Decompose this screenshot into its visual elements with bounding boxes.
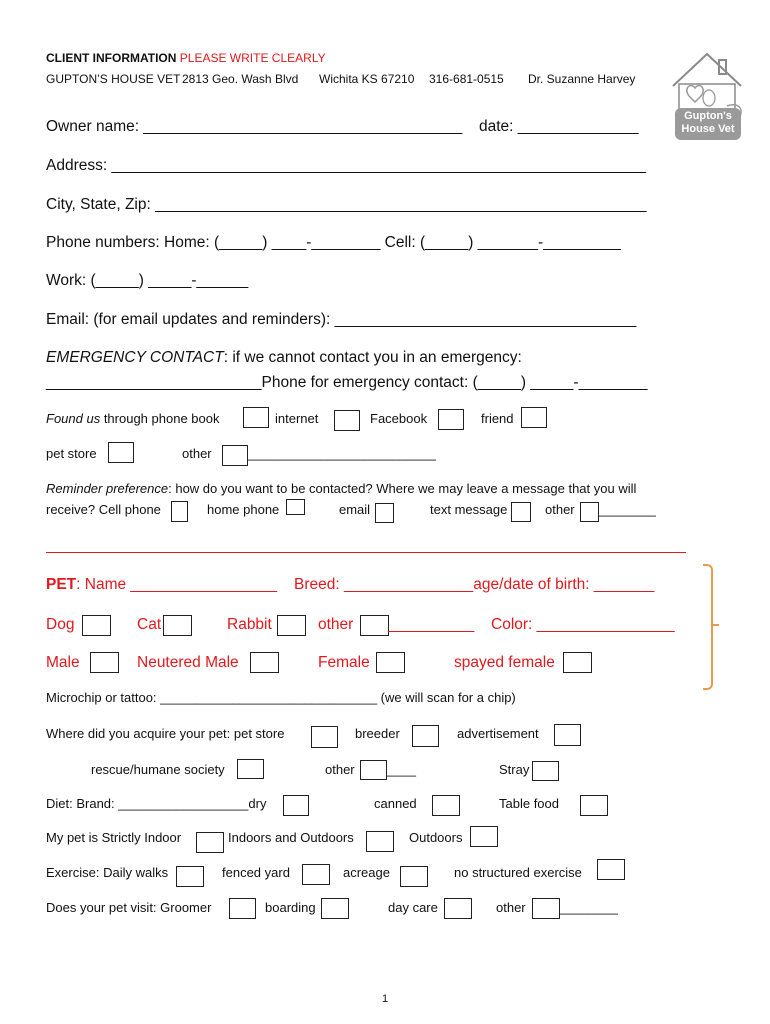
color-field[interactable]: Color: ________________ xyxy=(491,616,675,633)
date-field[interactable]: date: ______________ xyxy=(479,118,639,135)
pet-name-line: : Name _________________ xyxy=(76,576,277,593)
clinic-phone: 316-681-0515 xyxy=(429,72,504,86)
breeder-label: breeder xyxy=(355,726,400,741)
email-field[interactable]: Email: (for email updates and reminders): ___________________________________ xyxy=(46,311,637,328)
advertisement-checkbox[interactable] xyxy=(554,724,581,746)
reminder-question xyxy=(46,481,636,496)
acquire-other-line[interactable]: ____ xyxy=(387,762,416,777)
reminder-other-line[interactable]: ________ xyxy=(598,502,656,517)
page-number: 1 xyxy=(381,993,389,1005)
groomer-checkbox[interactable] xyxy=(229,898,256,919)
clinic-name: GUPTON’S HOUSE VET xyxy=(46,72,181,86)
phone-book-label: through phone book xyxy=(100,411,220,426)
cell-phone-checkbox[interactable] xyxy=(171,501,188,522)
phone-book-checkbox[interactable] xyxy=(243,407,269,428)
friend-checkbox[interactable] xyxy=(521,407,547,428)
female-label: Female xyxy=(318,654,370,671)
owner-name-field[interactable]: Owner name: _____________________________________ xyxy=(46,118,463,135)
email-pref-label: email xyxy=(339,502,371,517)
male-label: Male xyxy=(46,654,80,671)
neutered-male-checkbox[interactable] xyxy=(250,652,279,673)
canned-checkbox[interactable] xyxy=(432,795,460,816)
cat-checkbox[interactable] xyxy=(163,615,192,636)
neutered-male-label: Neutered Male xyxy=(137,654,239,671)
pet-label: PET xyxy=(46,576,77,593)
internet-checkbox[interactable] xyxy=(334,410,360,431)
fenced-yard-label: fenced yard xyxy=(222,865,290,880)
male-checkbox[interactable] xyxy=(90,652,119,673)
reminder-other-checkbox[interactable] xyxy=(580,502,599,522)
outdoors-checkbox[interactable] xyxy=(470,826,498,847)
email-pref-checkbox[interactable] xyxy=(375,503,394,523)
breeder-checkbox[interactable] xyxy=(412,725,439,747)
city-state-zip-field[interactable]: City, State, Zip: _________________________________________________________ xyxy=(46,196,647,213)
breed-age-field[interactable]: Breed: _______________age/date of birth: _______ xyxy=(294,576,655,593)
phone-numbers-field[interactable]: Phone numbers: Home: (_____) ____-________ Cell: (_____) _______-_________ xyxy=(46,234,621,251)
visit-other-checkbox[interactable] xyxy=(532,898,560,919)
rescue-checkbox[interactable] xyxy=(237,759,264,779)
visit-other-label: other xyxy=(496,900,526,915)
pet-store-checkbox[interactable] xyxy=(108,442,134,463)
cell-phone-label: receive? Cell phone xyxy=(46,502,161,517)
spayed-female-label: spayed female xyxy=(454,654,555,671)
text-message-label: text message xyxy=(430,502,508,517)
found-other-checkbox[interactable] xyxy=(222,445,248,466)
daily-walks-checkbox[interactable] xyxy=(176,866,204,887)
microchip-field[interactable]: Microchip or tattoo: ______________________________ (we will scan for a chip) xyxy=(46,690,516,705)
found-us-label xyxy=(46,411,219,426)
acquire-pet-store-label: Where did you acquire your pet: pet store xyxy=(46,726,285,741)
strictly-indoor-label: My pet is Strictly Indoor xyxy=(46,830,182,845)
form-title: CLIENT INFORMATION xyxy=(46,51,177,65)
pet-other-label: other xyxy=(318,616,354,633)
home-phone-label: home phone xyxy=(207,502,280,517)
facebook-label: Facebook xyxy=(370,411,428,426)
cat-label: Cat xyxy=(137,616,162,633)
day-care-checkbox[interactable] xyxy=(444,898,472,919)
no-structured-exercise-checkbox[interactable] xyxy=(597,859,625,880)
pet-other-line[interactable]: __________ xyxy=(388,616,475,633)
advertisement-label: advertisement xyxy=(457,726,539,741)
dry-checkbox[interactable] xyxy=(283,795,309,816)
table-food-label: Table food xyxy=(499,796,559,811)
acreage-checkbox[interactable] xyxy=(400,866,428,887)
home-phone-checkbox[interactable] xyxy=(286,499,305,515)
indoors-outdoors-checkbox[interactable] xyxy=(366,831,394,852)
reminder-other-label: other xyxy=(545,502,575,517)
found-us-italic: Found us xyxy=(46,411,101,426)
rescue-label: rescue/humane society xyxy=(91,762,225,777)
clinic-logo xyxy=(665,46,749,142)
female-checkbox[interactable] xyxy=(376,652,405,673)
strictly-indoor-checkbox[interactable] xyxy=(196,832,224,853)
pet-store-label: pet store xyxy=(46,446,97,461)
clinic-doctor: Dr. Suzanne Harvey xyxy=(528,72,636,86)
form-title-line xyxy=(46,51,326,65)
visit-other-line[interactable]: ________ xyxy=(560,900,618,915)
pet-other-checkbox[interactable] xyxy=(360,615,389,636)
diet-brand-field[interactable]: Diet: Brand: __________________dry xyxy=(46,796,267,811)
pet-section-divider xyxy=(46,552,686,553)
logo-text: Gupton's House Vet xyxy=(681,110,735,135)
emergency-title: EMERGENCY CONTACT xyxy=(46,349,224,366)
pet-name-field[interactable] xyxy=(46,576,277,594)
emergency-contact-heading xyxy=(46,349,522,367)
pet-section-bracket xyxy=(703,564,713,690)
text-message-checkbox[interactable] xyxy=(511,502,531,522)
rabbit-checkbox[interactable] xyxy=(277,615,306,636)
internet-label: internet xyxy=(275,411,319,426)
boarding-checkbox[interactable] xyxy=(321,898,349,919)
indoors-outdoors-label: Indoors and Outdoors xyxy=(228,830,354,845)
acquire-other-label: other xyxy=(325,762,355,777)
reminder-italic: Reminder preference xyxy=(46,481,169,496)
facebook-checkbox[interactable] xyxy=(438,409,464,430)
outdoors-label: Outdoors xyxy=(409,830,463,845)
address-field[interactable]: Address: ______________________________________________________________ xyxy=(46,157,646,174)
reminder-text: : how do you want to be contacted? Where we may leave a message that you will xyxy=(168,481,637,496)
daily-walks-label: Exercise: Daily walks xyxy=(46,865,169,880)
fenced-yard-checkbox[interactable] xyxy=(302,864,330,885)
day-care-label: day care xyxy=(388,900,438,915)
acreage-label: acreage xyxy=(343,865,390,880)
dog-label: Dog xyxy=(46,616,75,633)
dog-checkbox[interactable] xyxy=(82,615,111,636)
canned-label: canned xyxy=(374,796,417,811)
acquire-pet-store-checkbox[interactable] xyxy=(311,726,338,748)
clinic-city: Wichita KS 67210 xyxy=(319,72,415,86)
work-phone-field[interactable]: Work: (_____) _____-______ xyxy=(46,272,249,289)
groomer-label: Does your pet visit: Groomer xyxy=(46,900,212,915)
pet-section-bracket-tick xyxy=(711,624,719,626)
table-food-checkbox[interactable] xyxy=(580,795,608,816)
boarding-label: boarding xyxy=(265,900,316,915)
emergency-contact-field[interactable]: _________________________Phone for emergency contact: (_____) _____-________ xyxy=(46,374,648,391)
spayed-female-checkbox[interactable] xyxy=(563,652,592,673)
found-other-label: other xyxy=(182,446,212,461)
acquire-other-checkbox[interactable] xyxy=(360,760,387,780)
stray-checkbox[interactable] xyxy=(532,761,559,781)
found-other-line[interactable]: __________________________ xyxy=(248,446,436,461)
emergency-text: : if we cannot contact you in an emergency: xyxy=(223,349,522,366)
stray-label: Stray xyxy=(499,762,530,777)
friend-label: friend xyxy=(481,411,514,426)
form-instruction: PLEASE WRITE CLEARLY xyxy=(179,51,326,65)
no-structured-exercise-label: no structured exercise xyxy=(454,865,582,880)
rabbit-label: Rabbit xyxy=(227,616,272,633)
clinic-street: 2813 Geo. Wash Blvd xyxy=(182,72,299,86)
